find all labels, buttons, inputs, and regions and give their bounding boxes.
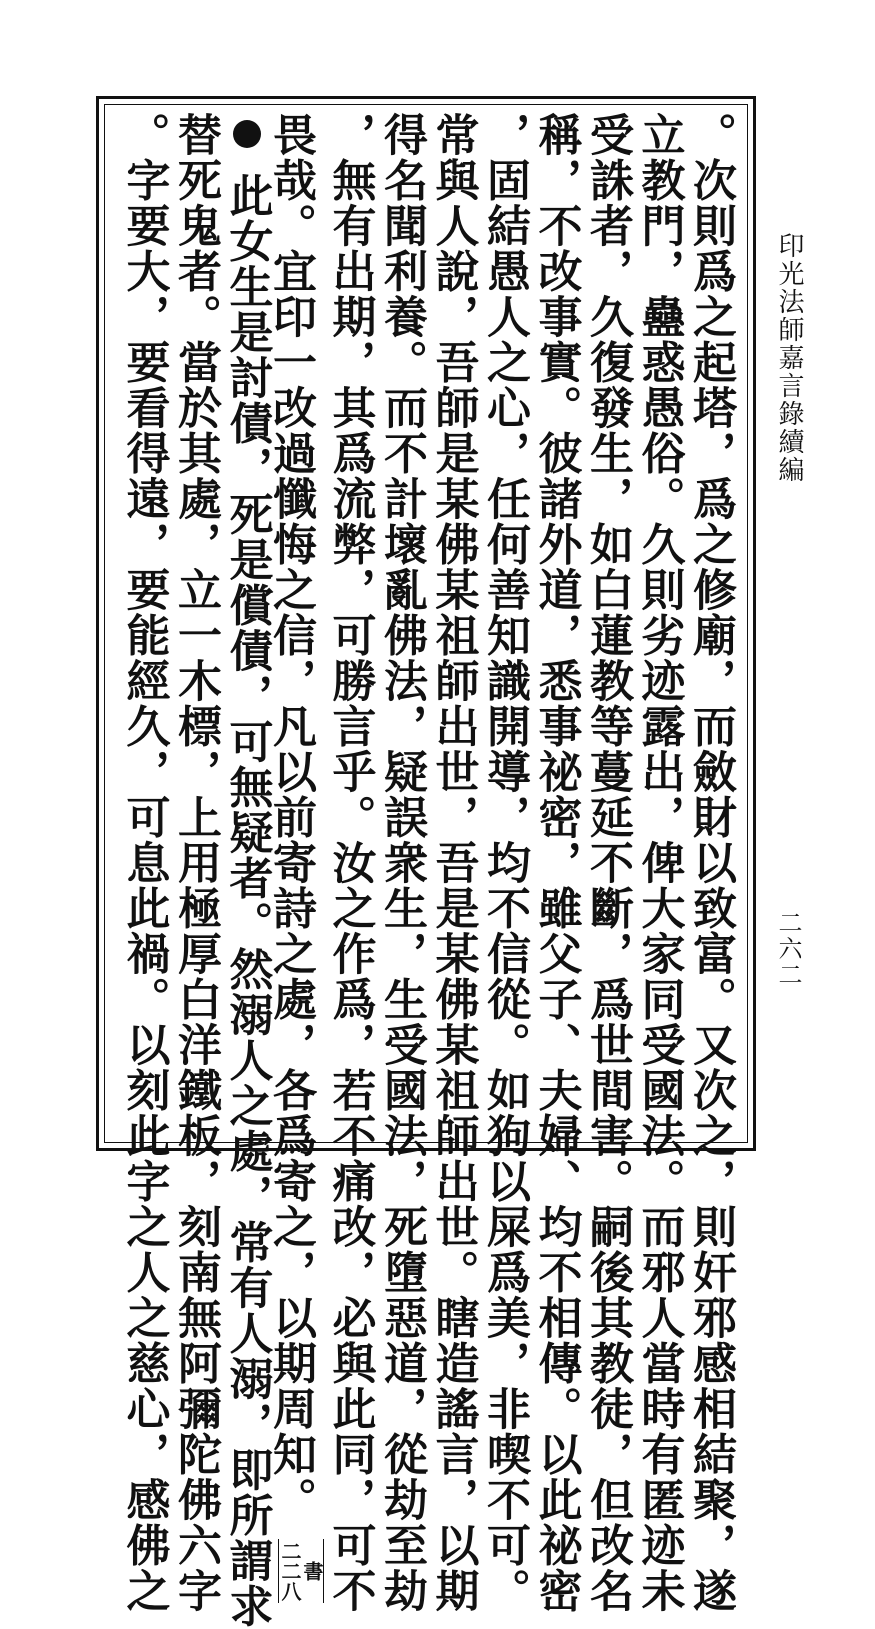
text-column-1: 。次則爲之起塔，爲之修廟，而斂財以致富。又次之，則奸邪感相結聚，遂 <box>685 112 736 1614</box>
text-column-10 <box>221 112 273 1629</box>
book-title: 印光法師嘉言錄續編 <box>774 232 804 484</box>
source-note-number: 二二八 <box>278 1541 302 1602</box>
text-column-11: 替死鬼者。當於其處，立一木標，上用極厚白洋鐵板，刻南無阿彌陀佛六字 <box>170 112 221 1614</box>
text-column-6: 常與人說，吾師是某佛某祖師出世，吾是某佛某祖師出世。瞎造謠言，以期 <box>427 112 479 1614</box>
text-column-3: 受誅者，久復發生，如白蓮教等蔓延不斷，爲世間害。嗣後其教徒，但改名 <box>582 112 633 1614</box>
text-column-5: ，固結愚人之心，任何善知識開導，均不信從。如狗以屎爲美，非喫不可。 <box>479 112 530 1614</box>
text-column-10-text: 此女生是討債，死是償債，可無疑者。然溺人之處，常有人溺，即所謂求 <box>221 172 273 1629</box>
source-note-book: 書 <box>300 1561 324 1582</box>
page-number: 二六二 <box>774 910 802 988</box>
text-column-9-text: 畏哉。宜印一改過懺悔之信，凡以前寄詩之處，各爲寄之，以期周知。 <box>265 112 316 1523</box>
section-bullet-icon <box>233 120 261 148</box>
text-column-8: ，無有出期，其爲流弊，可勝言乎。汝之作爲，若不痛改，必與此同，可不 <box>324 112 376 1614</box>
text-column-7: 得名聞利養。而不計壞亂佛法，疑誤衆生，生受國法，死墮惡道，從劫至劫 <box>376 112 427 1614</box>
text-column-2: 立教門，蠱惑愚俗。久則劣迹露出，俾大家同受國法。而邪人當時有匿迹未 <box>633 112 685 1614</box>
source-note <box>278 1539 324 1603</box>
text-column-4: 稱，不改事實。彼諸外道，悉事祕密，雖父子、夫婦、均不相傳。以此祕密 <box>530 112 582 1614</box>
body-text <box>118 112 736 1629</box>
text-column-12: 。字要大，要看得遠，要能經久，可息此禍。以刻此字之人之慈心，感佛之 <box>118 112 170 1614</box>
text-column-9 <box>265 112 325 1602</box>
